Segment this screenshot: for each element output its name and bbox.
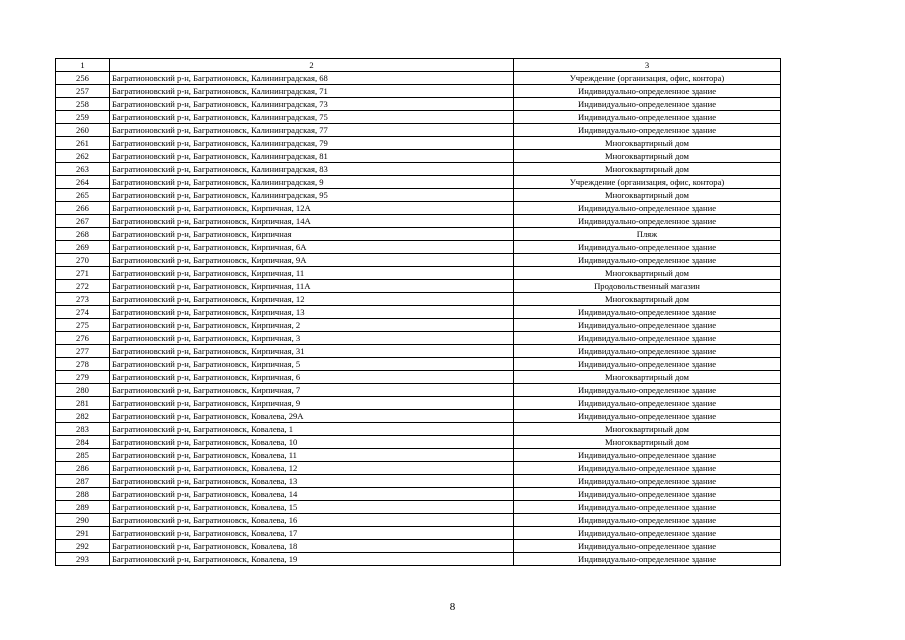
row-number-cell: 273 xyxy=(56,293,110,306)
objects-table xyxy=(55,58,781,566)
table-row xyxy=(56,449,781,462)
row-number-cell: 275 xyxy=(56,319,110,332)
table-row xyxy=(56,501,781,514)
address-cell: Багратионовский р-н, Багратионовск, Калининградская, 83 xyxy=(110,163,514,176)
address-cell: Багратионовский р-н, Багратионовск, Ковалева, 19 xyxy=(110,553,514,566)
address-cell: Багратионовский р-н, Багратионовск, Калининградская, 77 xyxy=(110,124,514,137)
table-row xyxy=(56,111,781,124)
address-cell: Багратионовский р-н, Багратионовск, Кирпичная, 14А xyxy=(110,215,514,228)
address-cell: Багратионовский р-н, Багратионовск, Кирпичная, 12 xyxy=(110,293,514,306)
address-cell: Багратионовский р-н, Багратионовск, Ковалева, 14 xyxy=(110,488,514,501)
address-cell: Багратионовский р-н, Багратионовск, Ковалева, 18 xyxy=(110,540,514,553)
row-number-cell: 291 xyxy=(56,527,110,540)
row-number-cell: 257 xyxy=(56,85,110,98)
row-number-cell: 281 xyxy=(56,397,110,410)
object-type-cell: Многоквартирный дом xyxy=(514,293,781,306)
table-row xyxy=(56,293,781,306)
header-col-2: 2 xyxy=(110,59,514,72)
object-type-cell: Индивидуально-определенное здание xyxy=(514,540,781,553)
table-row xyxy=(56,150,781,163)
row-number-cell: 284 xyxy=(56,436,110,449)
object-type-cell: Многоквартирный дом xyxy=(514,137,781,150)
row-number-cell: 276 xyxy=(56,332,110,345)
object-type-cell: Индивидуально-определенное здание xyxy=(514,527,781,540)
table-row xyxy=(56,176,781,189)
table-row xyxy=(56,371,781,384)
row-number-cell: 259 xyxy=(56,111,110,124)
address-cell: Багратионовский р-н, Багратионовск, Ковалева, 10 xyxy=(110,436,514,449)
object-type-cell: Индивидуально-определенное здание xyxy=(514,449,781,462)
table-row xyxy=(56,488,781,501)
table-header-row xyxy=(56,59,781,72)
row-number-cell: 290 xyxy=(56,514,110,527)
address-cell: Багратионовский р-н, Багратионовск, Кирпичная, 12А xyxy=(110,202,514,215)
row-number-cell: 256 xyxy=(56,72,110,85)
row-number-cell: 272 xyxy=(56,280,110,293)
row-number-cell: 288 xyxy=(56,488,110,501)
address-cell: Багратионовский р-н, Багратионовск, Кирпичная, 5 xyxy=(110,358,514,371)
row-number-cell: 260 xyxy=(56,124,110,137)
table-body xyxy=(56,59,781,566)
object-type-cell: Индивидуально-определенное здание xyxy=(514,111,781,124)
address-cell: Багратионовский р-н, Багратионовск, Ковалева, 15 xyxy=(110,501,514,514)
row-number-cell: 286 xyxy=(56,462,110,475)
address-cell: Багратионовский р-н, Багратионовск, Ковалева, 12 xyxy=(110,462,514,475)
object-type-cell: Индивидуально-определенное здание xyxy=(514,514,781,527)
object-type-cell: Индивидуально-определенное здание xyxy=(514,553,781,566)
table-row xyxy=(56,332,781,345)
address-cell: Багратионовский р-н, Багратионовск, Ковалева, 13 xyxy=(110,475,514,488)
row-number-cell: 285 xyxy=(56,449,110,462)
row-number-cell: 269 xyxy=(56,241,110,254)
row-number-cell: 280 xyxy=(56,384,110,397)
header-col-1: 1 xyxy=(56,59,110,72)
object-type-cell: Учреждение (организация, офис, контора) xyxy=(514,72,781,85)
row-number-cell: 282 xyxy=(56,410,110,423)
table-row xyxy=(56,345,781,358)
address-cell: Багратионовский р-н, Багратионовск, Кирпичная, 2 xyxy=(110,319,514,332)
object-type-cell: Индивидуально-определенное здание xyxy=(514,384,781,397)
row-number-cell: 277 xyxy=(56,345,110,358)
address-cell: Багратионовский р-н, Багратионовск, Ковалева, 16 xyxy=(110,514,514,527)
object-type-cell: Многоквартирный дом xyxy=(514,163,781,176)
address-cell: Багратионовский р-н, Багратионовск, Ковалева, 1 xyxy=(110,423,514,436)
header-col-3: 3 xyxy=(514,59,781,72)
object-type-cell: Индивидуально-определенное здание xyxy=(514,306,781,319)
row-number-cell: 267 xyxy=(56,215,110,228)
object-type-cell: Индивидуально-определенное здание xyxy=(514,124,781,137)
table-row xyxy=(56,280,781,293)
address-cell: Багратионовский р-н, Багратионовск, Кирпичная xyxy=(110,228,514,241)
row-number-cell: 271 xyxy=(56,267,110,280)
row-number-cell: 268 xyxy=(56,228,110,241)
table-row xyxy=(56,384,781,397)
table-row xyxy=(56,306,781,319)
address-cell: Багратионовский р-н, Багратионовск, Калининградская, 79 xyxy=(110,137,514,150)
page-number: 8 xyxy=(449,601,456,613)
address-cell: Багратионовский р-н, Багратионовск, Калининградская, 9 xyxy=(110,176,514,189)
table-row xyxy=(56,319,781,332)
address-cell: Багратионовский р-н, Багратионовск, Кирпичная, 6 xyxy=(110,371,514,384)
table-row xyxy=(56,527,781,540)
table-row xyxy=(56,410,781,423)
table-row xyxy=(56,475,781,488)
object-type-cell: Пляж xyxy=(514,228,781,241)
object-type-cell: Индивидуально-определенное здание xyxy=(514,501,781,514)
address-cell: Багратионовский р-н, Багратионовск, Калининградская, 71 xyxy=(110,85,514,98)
table-row xyxy=(56,241,781,254)
table-row xyxy=(56,137,781,150)
table-row xyxy=(56,98,781,111)
table-row xyxy=(56,189,781,202)
object-type-cell: Индивидуально-определенное здание xyxy=(514,410,781,423)
object-type-cell: Многоквартирный дом xyxy=(514,189,781,202)
object-type-cell: Многоквартирный дом xyxy=(514,150,781,163)
table-row xyxy=(56,358,781,371)
row-number-cell: 279 xyxy=(56,371,110,384)
address-cell: Багратионовский р-н, Багратионовск, Калининградская, 73 xyxy=(110,98,514,111)
row-number-cell: 278 xyxy=(56,358,110,371)
object-type-cell: Индивидуально-определенное здание xyxy=(514,358,781,371)
object-type-cell: Многоквартирный дом xyxy=(514,267,781,280)
table-row xyxy=(56,540,781,553)
table-row xyxy=(56,436,781,449)
address-cell: Багратионовский р-н, Багратионовск, Кирпичная, 31 xyxy=(110,345,514,358)
table-row xyxy=(56,514,781,527)
object-type-cell: Индивидуально-определенное здание xyxy=(514,332,781,345)
address-cell: Багратионовский р-н, Багратионовск, Кирпичная, 7 xyxy=(110,384,514,397)
address-cell: Багратионовский р-н, Багратионовск, Кирпичная, 11 xyxy=(110,267,514,280)
row-number-cell: 266 xyxy=(56,202,110,215)
address-cell: Багратионовский р-н, Багратионовск, Кирпичная, 9 xyxy=(110,397,514,410)
row-number-cell: 293 xyxy=(56,553,110,566)
row-number-cell: 289 xyxy=(56,501,110,514)
row-number-cell: 287 xyxy=(56,475,110,488)
row-number-cell: 292 xyxy=(56,540,110,553)
object-type-cell: Индивидуально-определенное здание xyxy=(514,319,781,332)
table-row xyxy=(56,72,781,85)
table-row xyxy=(56,228,781,241)
row-number-cell: 265 xyxy=(56,189,110,202)
address-cell: Багратионовский р-н, Багратионовск, Кирпичная, 13 xyxy=(110,306,514,319)
address-cell: Багратионовский р-н, Багратионовск, Калининградская, 81 xyxy=(110,150,514,163)
table-row xyxy=(56,215,781,228)
row-number-cell: 270 xyxy=(56,254,110,267)
table-row xyxy=(56,254,781,267)
address-cell: Багратионовский р-н, Багратионовск, Кирпичная, 11А xyxy=(110,280,514,293)
object-type-cell: Индивидуально-определенное здание xyxy=(514,202,781,215)
row-number-cell: 258 xyxy=(56,98,110,111)
table-row xyxy=(56,85,781,98)
object-type-cell: Индивидуально-определенное здание xyxy=(514,241,781,254)
address-cell: Багратионовский р-н, Багратионовск, Калининградская, 68 xyxy=(110,72,514,85)
object-type-cell: Индивидуально-определенное здание xyxy=(514,85,781,98)
object-type-cell: Индивидуально-определенное здание xyxy=(514,254,781,267)
object-type-cell: Индивидуально-определенное здание xyxy=(514,397,781,410)
object-type-cell: Многоквартирный дом xyxy=(514,371,781,384)
row-number-cell: 262 xyxy=(56,150,110,163)
table-row xyxy=(56,163,781,176)
address-cell: Багратионовский р-н, Багратионовск, Кирпичная, 9А xyxy=(110,254,514,267)
object-type-cell: Индивидуально-определенное здание xyxy=(514,462,781,475)
row-number-cell: 261 xyxy=(56,137,110,150)
row-number-cell: 263 xyxy=(56,163,110,176)
row-number-cell: 274 xyxy=(56,306,110,319)
table-row xyxy=(56,124,781,137)
object-type-cell: Многоквартирный дом xyxy=(514,423,781,436)
object-type-cell: Многоквартирный дом xyxy=(514,436,781,449)
object-type-cell: Индивидуально-определенное здание xyxy=(514,488,781,501)
address-cell: Багратионовский р-н, Багратионовск, Калининградская, 75 xyxy=(110,111,514,124)
table-row xyxy=(56,423,781,436)
table-row xyxy=(56,553,781,566)
address-cell: Багратионовский р-н, Багратионовск, Ковалева, 29А xyxy=(110,410,514,423)
object-type-cell: Продовольственный магазин xyxy=(514,280,781,293)
address-cell: Багратионовский р-н, Багратионовск, Ковалева, 17 xyxy=(110,527,514,540)
row-number-cell: 283 xyxy=(56,423,110,436)
table-row xyxy=(56,267,781,280)
object-type-cell: Индивидуально-определенное здание xyxy=(514,98,781,111)
address-cell: Багратионовский р-н, Багратионовск, Калининградская, 95 xyxy=(110,189,514,202)
object-type-cell: Индивидуально-определенное здание xyxy=(514,345,781,358)
address-cell: Багратионовский р-н, Багратионовск, Ковалева, 11 xyxy=(110,449,514,462)
row-number-cell: 264 xyxy=(56,176,110,189)
table-row xyxy=(56,202,781,215)
object-type-cell: Учреждение (организация, офис, контора) xyxy=(514,176,781,189)
table-row xyxy=(56,397,781,410)
object-type-cell: Индивидуально-определенное здание xyxy=(514,475,781,488)
address-cell: Багратионовский р-н, Багратионовск, Кирпичная, 3 xyxy=(110,332,514,345)
table-row xyxy=(56,462,781,475)
address-cell: Багратионовский р-н, Багратионовск, Кирпичная, 6А xyxy=(110,241,514,254)
object-type-cell: Индивидуально-определенное здание xyxy=(514,215,781,228)
